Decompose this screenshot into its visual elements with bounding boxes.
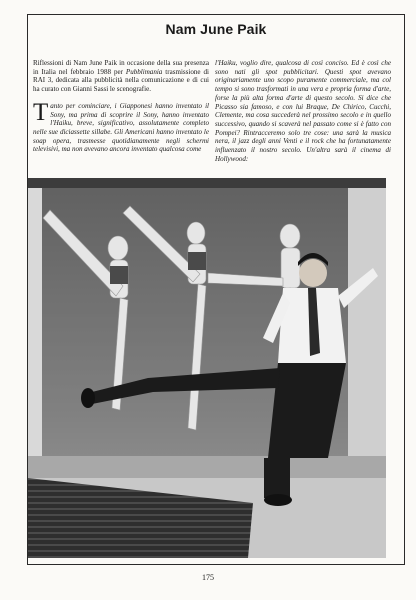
drop-cap: T	[33, 98, 49, 126]
right-column	[215, 59, 391, 163]
body-text-left: anto per cominciare, i Giapponesi hanno inventato il Sony, ma prima di scoprire il Sony, hanno inventato l'Haiku, breve, significativo, assolutamente completo nelle sue diciassette sillabe. Gli Americani hanno inventato le soap opera, trasmesse quotidianamente negli schermi televisivi, ma non avevano ancora inventato qualcosa come	[33, 101, 209, 154]
left-column	[33, 59, 209, 154]
article-intro	[33, 59, 209, 94]
photograph-shop-window	[28, 178, 386, 558]
article-title: Nam June Paik	[165, 21, 267, 37]
page-number: 175	[202, 573, 214, 582]
body-paragraph-left	[33, 98, 209, 154]
intro-program-name: Pubblimania	[125, 67, 163, 76]
intro-text-end: trasmissione di RAI 3, dedicata alla pubblicità nella comunicazione e di cui ha curato con Gianni Sassi le scenografie.	[33, 67, 209, 94]
body-text-right: l'Haiku, voglio dire, qualcosa di così conciso. Ed è così che sono nati gli spot pubblicitari. Questi spot avevano originariamente uno scopo puramente commerciale, ma col tempo si sono trasformati in una vera e propria forma d'arte, forse la più alta forma d'arte di questo secolo. Si dice che Picasso sia famoso, e con lui Braque, De Chirico, Cucchi, Clemente, ma cosa succederà nel prossimo secolo e in quello successivo, quando si scaverà nel passato come si è fatto con Pompei? Rintracceremo solo tre cose: una sarà la musica nera, il jazz degli anni Venti e il rock che ha fortunatamente influenzato il nostro secolo. Un'altra sarà il cinema di Hollywood:	[215, 59, 391, 163]
intro-text-start: Riflessioni di Nam June Paik in occasione della sua presenza in Italia nel febbraio 1988 per	[33, 59, 209, 76]
